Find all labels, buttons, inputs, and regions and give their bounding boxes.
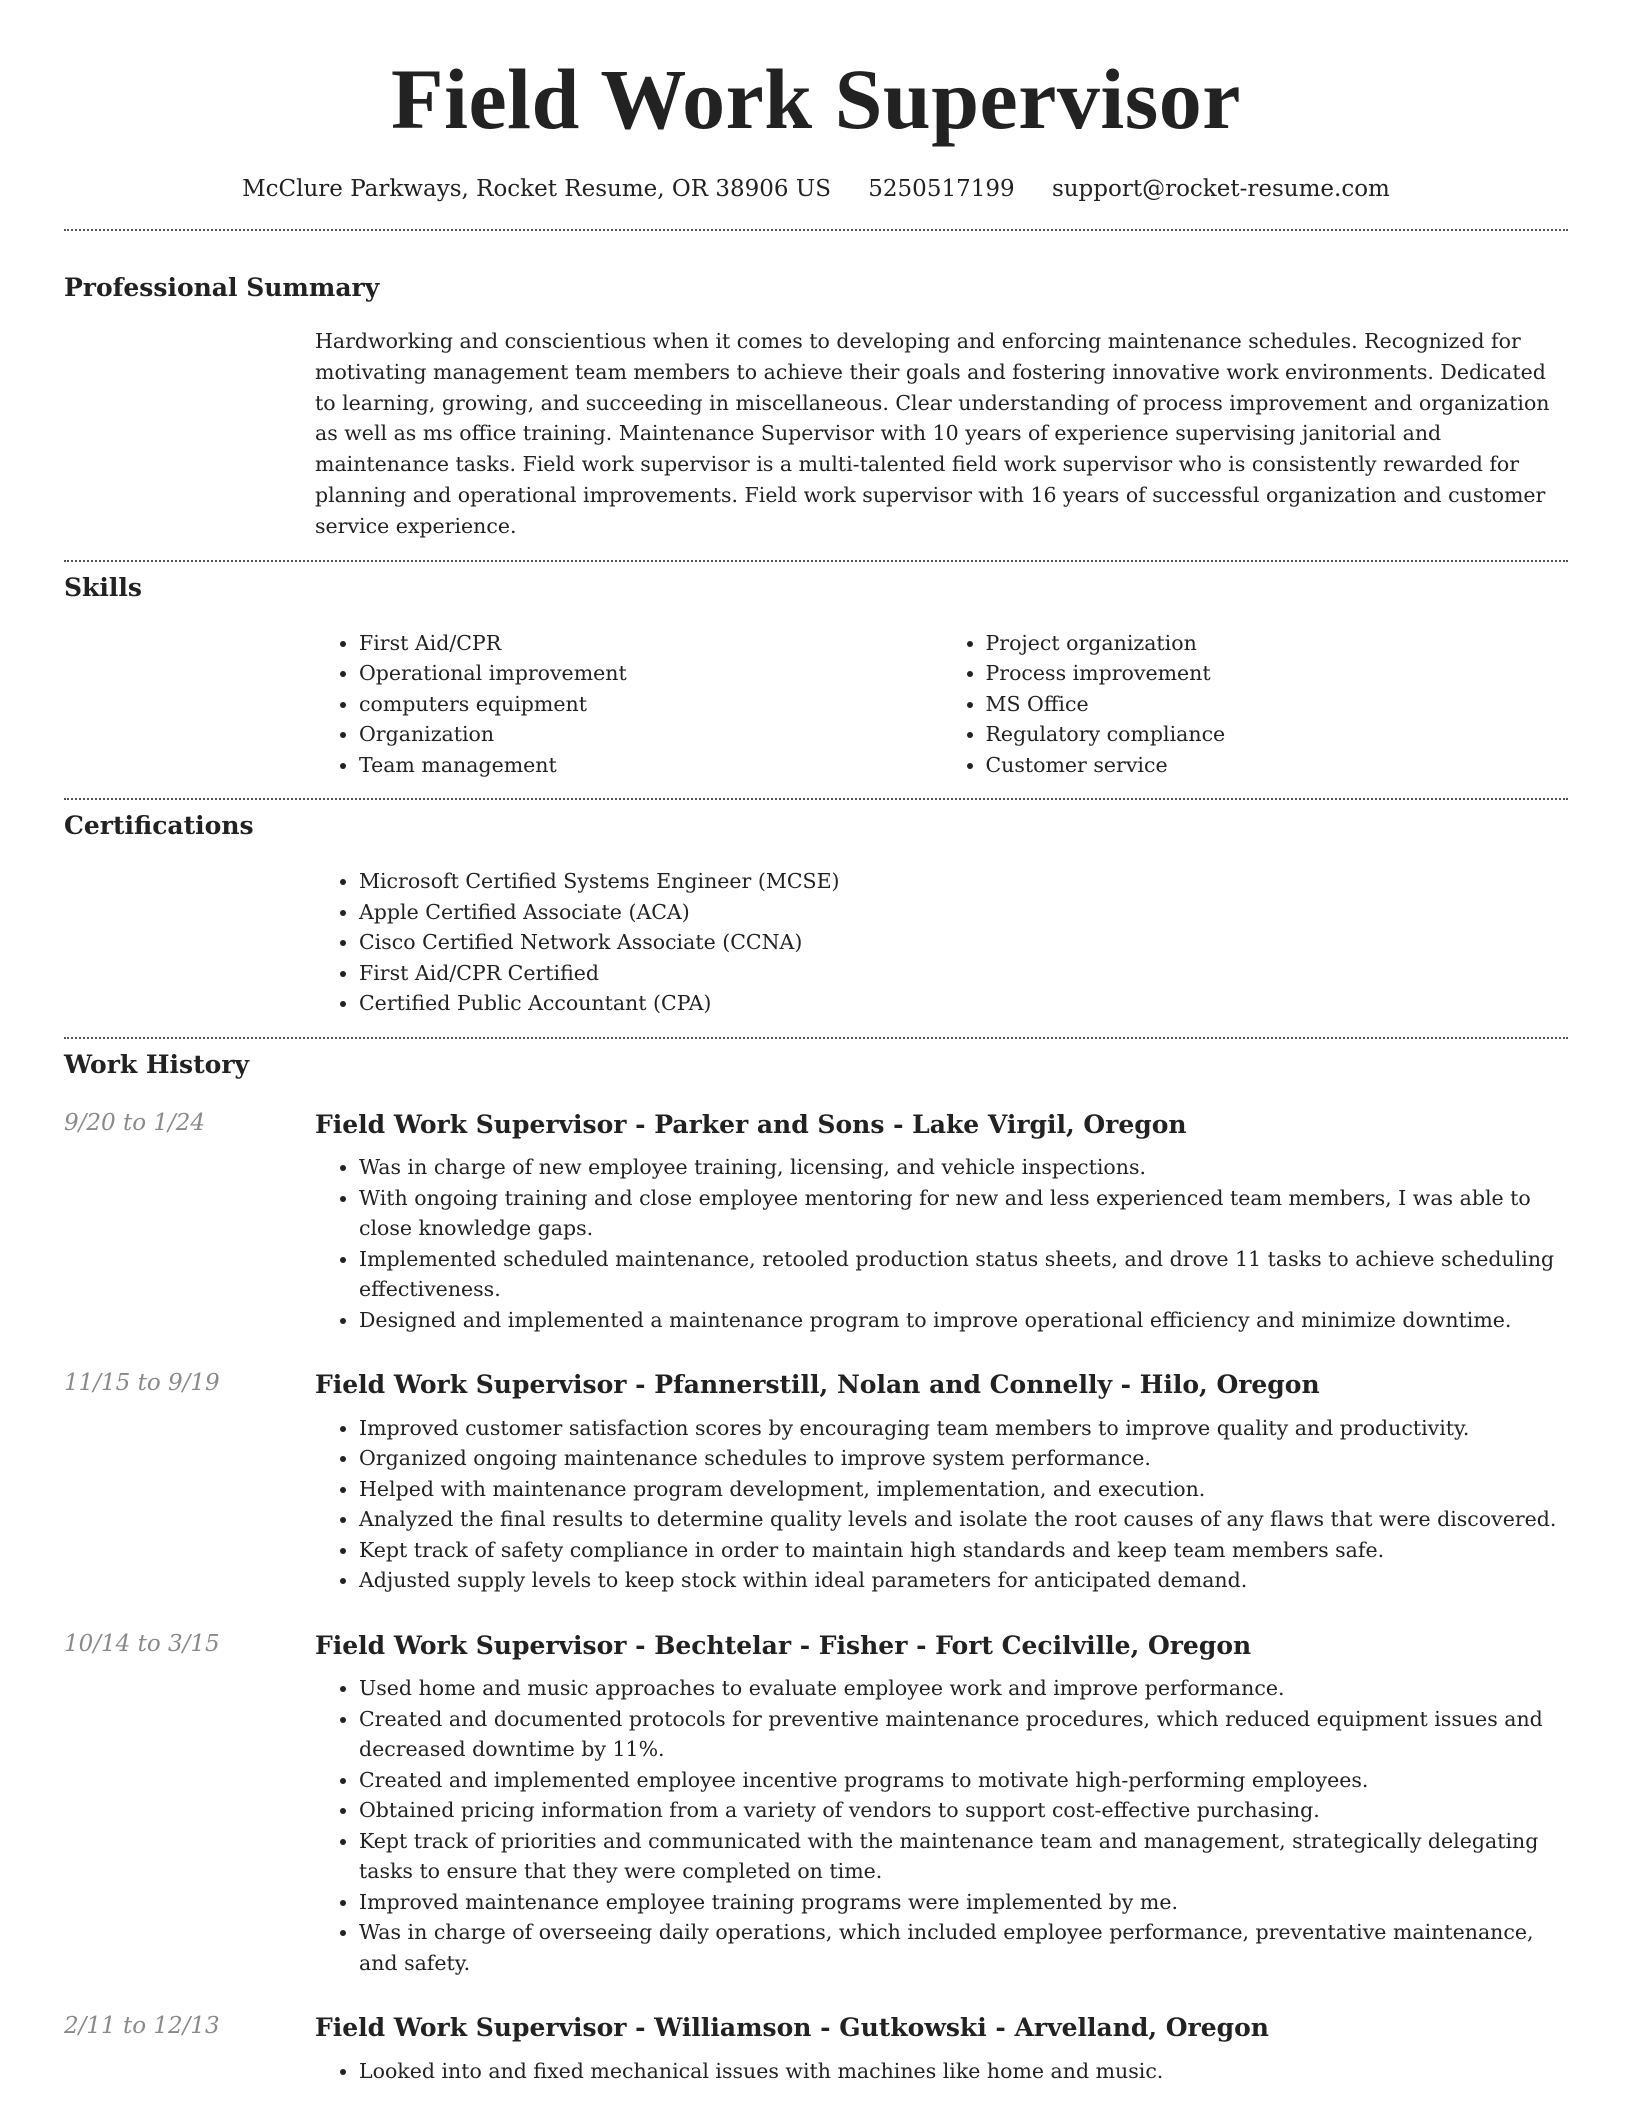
job-bullet: • Designed and implemented a maintenance program to improve operational efficiency and minimize downtime. [359, 1305, 1568, 1336]
skills-heading: Skills [64, 572, 142, 602]
skill-item: • Project organization [986, 628, 1569, 659]
certifications-heading: Certifications [64, 811, 254, 841]
certification-item: • Cisco Certified Network Associate (CCNA) [359, 927, 1568, 958]
job-bullet: • Organized ongoing maintenance schedules to improve system performance. [359, 1443, 1568, 1474]
job-bullets [315, 2056, 1568, 2087]
job-bullet: • Implemented scheduled maintenance, retooled production status sheets, and drove 11 tasks to achieve scheduling effectiveness. [359, 1244, 1568, 1305]
certification-item: • Certified Public Accountant (CPA) [359, 988, 1568, 1019]
job-dates: 9/20 to 1/24 [64, 1109, 206, 1136]
job-details [315, 1110, 1568, 1336]
contact-email: support@rocket-resume.com [1051, 176, 1390, 202]
job-bullet: • Helped with maintenance program development, implementation, and execution. [359, 1474, 1568, 1505]
divider-summary [64, 560, 1568, 562]
certification-item: • Microsoft Certified Systems Engineer (MCSE) [359, 866, 1568, 897]
job-title: Field Work Supervisor - Williamson - Gutkowski - Arvelland, Oregon [315, 2013, 1269, 2043]
contact-address: McClure Parkways, Rocket Resume, OR 38906 US [242, 176, 831, 202]
certifications-ul [315, 866, 1568, 1019]
divider-header [64, 229, 1568, 231]
job-dates: 2/11 to 12/13 [64, 2013, 220, 2040]
skill-item: • Team management [359, 750, 942, 781]
skills-column-left [315, 628, 942, 781]
job-bullet: • Analyzed the final results to determine quality levels and isolate the root causes of any flaws that were discovered. [359, 1504, 1568, 1535]
job-bullet: • Kept track of priorities and communicated with the maintenance team and management, strategically delegating tasks to ensure that they were completed on time. [359, 1826, 1568, 1887]
job-title: Field Work Supervisor - Pfannerstill, Nolan and Connelly - Hilo, Oregon [315, 1370, 1320, 1400]
skill-item: • First Aid/CPR [359, 628, 942, 659]
job-entry [64, 1631, 1568, 1979]
certification-item: • First Aid/CPR Certified [359, 958, 1568, 989]
job-bullet: • Improved customer satisfaction scores by encouraging team members to improve quality and productivity. [359, 1413, 1568, 1444]
skills-column-right [942, 628, 1569, 781]
skill-item: • Operational improvement [359, 658, 942, 689]
contact-phone: 5250517199 [868, 176, 1015, 202]
job-bullet: • Obtained pricing information from a variety of vendors to support cost-effective purchasing. [359, 1795, 1568, 1826]
job-bullet: • Used home and music approaches to evaluate employee work and improve performance. [359, 1673, 1568, 1704]
job-bullet: • With ongoing training and close employee mentoring for new and less experienced team members, I was able to close knowledge gaps. [359, 1183, 1568, 1244]
divider-skills [64, 798, 1568, 800]
job-dates: 11/15 to 9/19 [64, 1370, 220, 1397]
job-entry [64, 2013, 1568, 2086]
job-bullet: • Created and implemented employee incentive programs to motivate high-performing employees. [359, 1765, 1568, 1796]
job-bullets [315, 1673, 1568, 1978]
work-history-heading: Work History [64, 1049, 250, 1079]
divider-certifications [64, 1037, 1568, 1039]
job-bullet: • Created and documented protocols for preventive maintenance procedures, which reduced equipment issues and decreased downtime by 11%. [359, 1704, 1568, 1765]
skill-item: • computers equipment [359, 689, 942, 720]
job-bullet: • Improved maintenance employee training programs were implemented by me. [359, 1887, 1568, 1918]
skill-item: • Process improvement [986, 658, 1569, 689]
job-bullet: • Adjusted supply levels to keep stock within ideal parameters for anticipated demand. [359, 1565, 1568, 1596]
job-bullet: • Kept track of safety compliance in order to maintain high standards and keep team members safe. [359, 1535, 1568, 1566]
job-title: Field Work Supervisor - Bechtelar - Fisher - Fort Cecilville, Oregon [315, 1630, 1252, 1660]
certifications-list [315, 866, 1568, 1019]
job-entry [64, 1110, 1568, 1336]
job-bullets [315, 1152, 1568, 1335]
skills-list [315, 628, 1568, 781]
certification-item: • Apple Certified Associate (ACA) [359, 897, 1568, 928]
summary-text: Hardworking and conscientious when it comes to developing and enforcing maintenance schedules. Recognized for motivating management team members to achieve their goals and fostering innovative work environments. Dedicated to learning, growing, and succeeding in miscellaneous. Clear understanding of process improvement and organization as well as ms office training. Maintenance Supervisor with 10 years of experience supervising janitorial and maintenance tasks. Field work supervisor is a multi-talented field work supervisor who is consistently rewarded for planning and operational improvements. Field work supervisor with 16 years of successful organization and customer service experience. [315, 329, 1550, 538]
job-bullets [315, 1413, 1568, 1596]
job-details [315, 1631, 1568, 1979]
job-bullet: • Was in charge of overseeing daily operations, which included employee performance, preventative maintenance, and safety. [359, 1917, 1568, 1978]
resume-name: Field Work Supervisor [391, 51, 1241, 147]
skill-item: • Regulatory compliance [986, 719, 1569, 750]
summary-heading: Professional Summary [64, 273, 380, 302]
skill-item: • Customer service [986, 750, 1569, 781]
skill-item: • MS Office [986, 689, 1569, 720]
job-dates: 10/14 to 3/15 [64, 1630, 220, 1657]
job-title: Field Work Supervisor - Parker and Sons - Lake Virgil, Oregon [315, 1109, 1187, 1139]
summary-body [315, 326, 1568, 542]
job-bullet: • Was in charge of new employee training, licensing, and vehicle inspections. [359, 1152, 1568, 1183]
resume-page [64, 0, 1568, 2086]
skill-item: • Organization [359, 719, 942, 750]
job-details [315, 2013, 1568, 2086]
job-bullet: • Looked into and fixed mechanical issues with machines like home and music. [359, 2056, 1568, 2087]
contact-line [64, 176, 1568, 210]
job-entry [64, 1370, 1568, 1596]
job-details [315, 1370, 1568, 1596]
